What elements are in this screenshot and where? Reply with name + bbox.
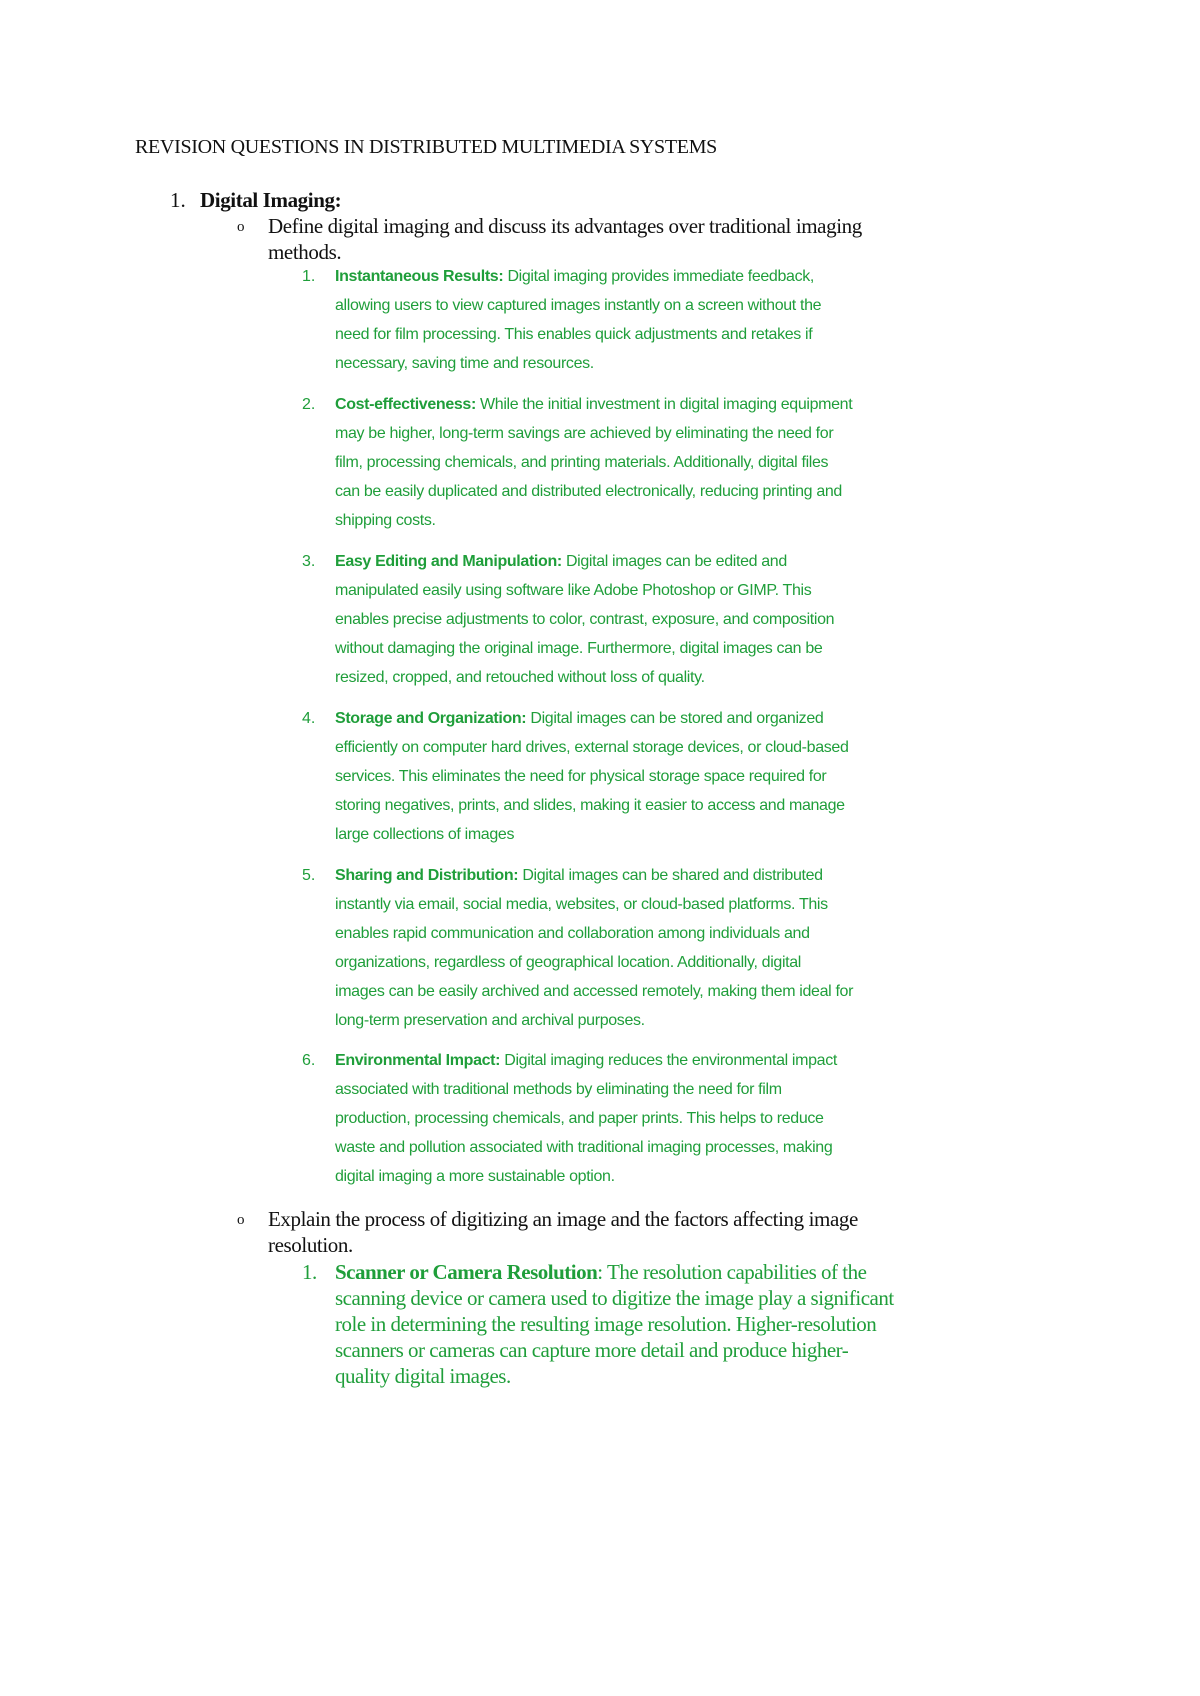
answer-line: scanners or cameras can capture more detail and produce higher- <box>335 1338 849 1362</box>
answer-label: Environmental Impact: <box>335 1052 501 1069</box>
answer-label: Easy Editing and Manipulation: <box>335 553 562 570</box>
answer-line: associated with traditional methods by eliminating the need for film <box>335 1081 782 1098</box>
answer-line: quality digital images. <box>335 1364 511 1388</box>
bullet-icon: o <box>237 219 245 235</box>
document-title: REVISION QUESTIONS IN DISTRIBUTED MULTIMEDIA SYSTEMS <box>135 136 718 158</box>
answer-line: without damaging the original image. Furthermore, digital images can be <box>335 640 823 657</box>
answer-text: Digital imaging provides immediate feedback, <box>503 268 814 285</box>
answer-line <box>335 1259 866 1285</box>
answer-line: role in determining the resulting image resolution. Higher-resolution <box>335 1312 877 1336</box>
question-line: resolution. <box>268 1233 353 1257</box>
answer-line: organizations, regardless of geographical location. Additionally, digital <box>335 954 802 971</box>
answer-line <box>335 547 787 576</box>
answer-line: enables precise adjustments to color, contrast, exposure, and composition <box>335 611 835 628</box>
section-heading: Digital Imaging: <box>200 188 342 212</box>
answer-label: Scanner or Camera Resolution <box>335 1260 598 1284</box>
answer-text: While the initial investment in digital imaging equipment <box>475 396 853 413</box>
answer-number: 2. <box>302 396 316 413</box>
answer-line: necessary, saving time and resources. <box>335 355 594 372</box>
section-number: 1. <box>170 188 186 212</box>
answer-line: manipulated easily using software like Adobe Photoshop or GIMP. This <box>335 582 812 599</box>
answer-line: digital imaging a more sustainable option. <box>335 1168 615 1185</box>
answer-line: production, processing chemicals, and paper prints. This helps to reduce <box>335 1110 824 1127</box>
answer-number: 6. <box>302 1052 316 1069</box>
answer-line: scanning device or camera used to digitize the image play a significant <box>335 1286 894 1310</box>
answer-line: shipping costs. <box>335 512 436 529</box>
answer-line <box>335 704 823 733</box>
answer-line: storing negatives, prints, and slides, making it easier to access and manage <box>335 797 845 814</box>
answer-line <box>335 390 852 419</box>
answer-text: Digital images can be shared and distributed <box>518 867 823 884</box>
answer-text: Digital imaging reduces the environmental impact <box>500 1052 837 1069</box>
answer-number: 5. <box>302 867 316 884</box>
answer-line: may be higher, long-term savings are achieved by eliminating the need for <box>335 425 834 442</box>
answer-label: Sharing and Distribution: <box>335 867 519 884</box>
answer-label: Instantaneous Results: <box>335 268 504 285</box>
answer-line: film, processing chemicals, and printing materials. Additionally, digital files <box>335 454 829 471</box>
answer-number: 4. <box>302 710 316 727</box>
question-line: Define digital imaging and discuss its advantages over traditional imaging <box>268 214 862 238</box>
answer-line: can be easily duplicated and distributed electronically, reducing printing and <box>335 483 842 500</box>
answer-line <box>335 861 823 890</box>
answer-line: waste and pollution associated with traditional imaging processes, making <box>335 1139 833 1156</box>
answer-line: allowing users to view captured images instantly on a screen without the <box>335 297 822 314</box>
answer-text: Digital images can be edited and <box>561 553 787 570</box>
question-line: Explain the process of digitizing an image and the factors affecting image <box>268 1207 858 1231</box>
answer-label: Cost-effectiveness: <box>335 396 476 413</box>
answer-line <box>335 1046 837 1075</box>
answer-line: large collections of images <box>335 826 515 843</box>
answer-text: Digital images can be stored and organized <box>526 710 824 727</box>
answer-line: images can be easily archived and accessed remotely, making them ideal for <box>335 983 854 1000</box>
answer-line: instantly via email, social media, websites, or cloud-based platforms. This <box>335 896 828 913</box>
answer-number: 1. <box>302 1260 317 1284</box>
bullet-icon: o <box>237 1212 245 1228</box>
answer-number: 3. <box>302 553 316 570</box>
answer-label: Storage and Organization: <box>335 710 527 727</box>
answer-line <box>335 262 814 291</box>
answer-line: need for film processing. This enables quick adjustments and retakes if <box>335 326 813 343</box>
answer-line: enables rapid communication and collaboration among individuals and <box>335 925 810 942</box>
answer-line: resized, cropped, and retouched without loss of quality. <box>335 669 705 686</box>
answer-text: : The resolution capabilities of the <box>597 1260 867 1284</box>
answer-number: 1. <box>302 268 316 285</box>
question-line: methods. <box>268 240 342 264</box>
answer-line: services. This eliminates the need for physical storage space required for <box>335 768 827 785</box>
answer-line: efficiently on computer hard drives, external storage devices, or cloud-based <box>335 739 849 756</box>
answer-line: long-term preservation and archival purposes. <box>335 1012 645 1029</box>
